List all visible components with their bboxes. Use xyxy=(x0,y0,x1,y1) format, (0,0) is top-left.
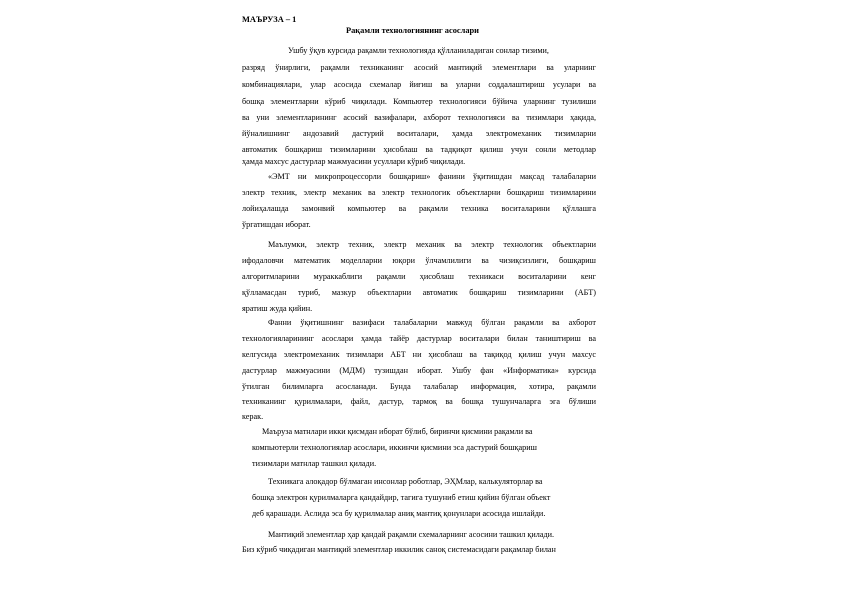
paragraph-line: лойиҳалашда замонвий компьютер ва рақамли техника воситаларини қўллашга xyxy=(242,204,596,213)
paragraph-line: ўтилган билимларга асосланади. Бунда талабалар информация, хотира, рақамли xyxy=(242,382,596,391)
lecture-label: МАЪРУЗА – 1 xyxy=(242,15,297,24)
paragraph-line: йўналишнинг андозавий дастурий воситалари, ҳамда электромеханик тизимларни xyxy=(242,129,596,138)
paragraph-line: автоматик бошқариш тизимларини ҳисоблаш ва тадқиқот қилиш учун сонли методлар xyxy=(242,145,596,154)
paragraph-line: Маъруза матнлари икки қисмдан иборат бўлиб, биринчи қисмини рақамли ва xyxy=(262,427,533,436)
paragraph-line: Фанни ўқитишнинг вазифаси талабаларни мавжуд бўлган рақамли ва ахборот xyxy=(268,318,596,327)
paragraph-line: разряд ўнирлиги, рақамли техниканинг асосий мантиқий элементлари ва уларнинг xyxy=(242,63,596,72)
paragraph-line: Маълумки, электр техник, электр механик ва электр технологик объектларни xyxy=(268,240,596,249)
paragraph-line: келгусида электромеханик тизимлари АБТ ни ҳисоблаш ва тақиқод қилиш учун махсус xyxy=(242,350,596,359)
paragraph-line: деб қарашади. Аслида эса бу қурилмалар аниқ мантиқ қонунлари асосида ишлайди. xyxy=(252,509,546,518)
paragraph-line: дастурлар мажмуасини (МДМ) тузишдан иборат. Ушбу фан «Информатика» курсида xyxy=(242,366,596,375)
paragraph-line: комбинациялари, улар асосида схемалар йиғиш ва уларни соддалаштириш усулари ва xyxy=(242,80,596,89)
paragraph-line: ҳамда махсус дастурлар мажмуасини усуллари кўриб чиқилади. xyxy=(242,157,466,166)
paragraph-line: қўлламасдан туриб, мазкур объектларни автоматик бошқариш тизимларини (АБТ) xyxy=(242,288,596,297)
paragraph-line: Ушбу ўқув курсида рақамли технологияда қўлланиладиган сонлар тизими, xyxy=(288,46,549,55)
paragraph-line: ва уни элементларининг асосий вазифалари, ахборот технологияси ва тизимлари ҳақида, xyxy=(242,113,596,122)
paragraph-line: Мантиқий элементлар ҳар қандай рақамли схемаларнинг асосини ташкил қилади. xyxy=(268,530,555,539)
paragraph-line: «ЭМТ ни микропроцессорли бошқариш» фанини ўқитишдан мақсад талабаларни xyxy=(268,172,596,181)
paragraph-line: ўргатишдан иборат. xyxy=(242,220,311,229)
paragraph-line: Техникага алоқадор бўлмаган инсонлар роботлар, ЭҲМлар, калькуляторлар ва xyxy=(268,477,543,486)
paragraph-line: технологияларининг асослари ҳамда тайёр дастурлар воситалари билан таништириш ва xyxy=(242,334,596,343)
paragraph-line: компьютерли технологиялар асослари, иккинчи қисмини эса дастурий бошқариш xyxy=(252,443,537,452)
paragraph-line: бошқа элементларни кўриб чиқилади. Компьютер технологияси бўйича уларнинг тузилиши xyxy=(242,97,596,106)
page-title: Рақамли технологиянинг асослари xyxy=(346,26,479,35)
paragraph-line: алгоритмларини мураккаблиги рақамли ҳисоблаш техникаси воситаларини кенг xyxy=(242,272,596,281)
paragraph-line: бошқа электрон қурилмаларга қандайдир, тагига тушуниб етиш қийин бўлган объект xyxy=(252,493,551,502)
paragraph-line: Биз кўриб чиқадиган мантиқий элементлар иккилик саноқ системасидаги рақамлар билан xyxy=(242,545,556,554)
paragraph-line: ифодаловчи математик моделларни юқори ўлчамлилиги ва чизиқсизлиги, бошқариш xyxy=(242,256,596,265)
paragraph-line: техниканинг қурилмалари, файл, дастур, тармоқ ва бошқа тушунчаларга эга бўлиши xyxy=(242,397,596,406)
paragraph-line: тизимлари матнлар ташкил қилади. xyxy=(252,459,377,468)
paragraph-line: керак. xyxy=(242,412,264,421)
paragraph-line: яратиш жуда қийин. xyxy=(242,304,313,313)
paragraph-line: электр техник, электр механик ва электр технологик объектларни бошқариш тизимларини xyxy=(242,188,596,197)
